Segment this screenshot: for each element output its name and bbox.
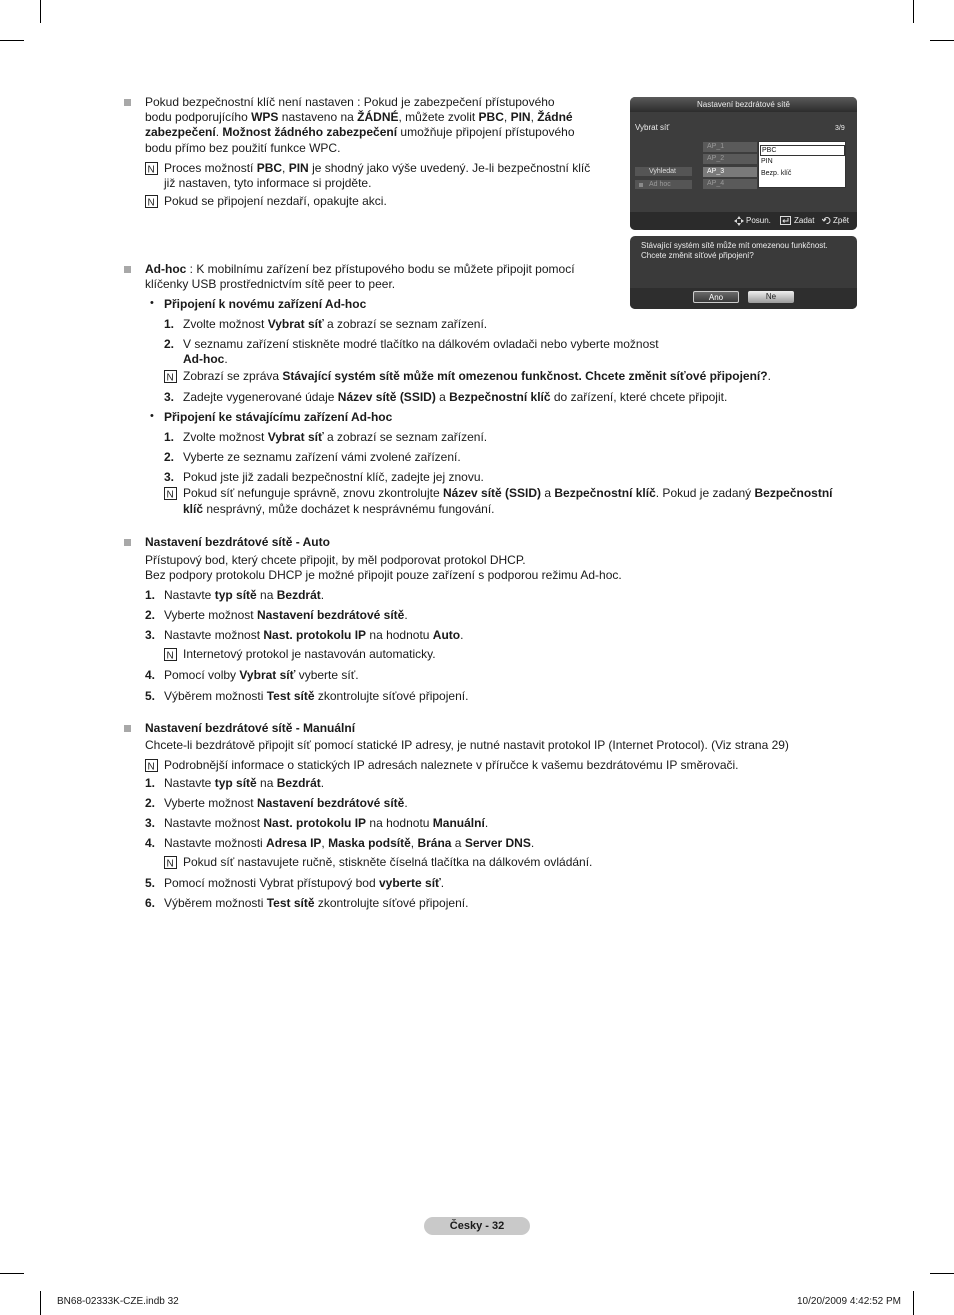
step-number: 3. xyxy=(145,816,156,830)
bullet: • xyxy=(150,297,154,309)
crop-mark xyxy=(0,40,24,41)
security-popup xyxy=(758,141,846,188)
step-text: Nastavte typ sítě na Bezdrát. xyxy=(164,588,325,602)
svg-text:N: N xyxy=(147,761,155,772)
note-text: již nastaven, tyto informace si projděte. xyxy=(164,176,372,190)
step-text: Nastavte možnosti Adresa IP, Maska podsítě, Brána a Server DNS. xyxy=(164,836,535,850)
step-text: Nastavte možnost Nast. protokolu IP na hodnotu Manuální. xyxy=(164,816,489,830)
step-text: Výběrem možnosti Test sítě zkontrolujte síťové připojení. xyxy=(164,896,469,910)
svg-text:N: N xyxy=(166,650,174,661)
tv-confirm-dialog xyxy=(630,236,857,309)
adhoc-button[interactable]: Ad hoc xyxy=(635,180,692,189)
note-icon xyxy=(145,162,158,175)
note-text: Proces možností PBC, PIN je shodný jako výše uvedený. Je-li bezpečnostní klíč xyxy=(164,161,591,175)
paragraph-line: bodu podporujícího WPS nastaveno na ŽÁDNÉ, můžete zvolit PBC, PIN, Žádné xyxy=(145,110,573,124)
move-icon xyxy=(734,216,744,226)
note-text: Podrobnější informace o statických IP adresách naleznete v příručce k vašemu bezdrátovému IP směrovači. xyxy=(164,758,739,772)
paragraph-line: zabezpečení. Možnost žádného zabezpečení umožňuje připojení přístupového xyxy=(145,125,575,139)
dialog-message: Stávající systém sítě může mít omezenou funkčnost. Chcete změnit síťové připojení? xyxy=(641,241,828,260)
paragraph-line: Bez podpory protokolu DHCP je možné připojit pouze zařízení s podporou režimu Ad-hoc. xyxy=(145,568,622,582)
step-number: 3. xyxy=(145,628,156,642)
step-text: Vyberte možnost Nastavení bezdrátové sítě. xyxy=(164,608,408,622)
step-number: 2. xyxy=(164,337,175,351)
ap-item[interactable]: AP_1 xyxy=(703,142,757,152)
ap-item[interactable]: AP_4 xyxy=(703,179,757,189)
svg-text:N: N xyxy=(166,858,174,869)
note-icon xyxy=(145,195,158,208)
step-text: Zadejte vygenerované údaje Název sítě (SSID) a Bezpečnostní klíč do zařízení, které chcete připojit. xyxy=(183,390,728,404)
step-text: Ad-hoc. xyxy=(183,352,228,366)
note-text: Pokud síť nastavujete ručně, stiskněte číselná tlačítka na dálkovém ovládání. xyxy=(183,855,593,869)
step-number: 2. xyxy=(164,450,175,464)
screen-footer xyxy=(630,212,857,230)
paragraph-line: Pokud bezpečnostní klíč není nastaven : Pokud je zabezpečení přístupového xyxy=(145,95,555,109)
step-text: Pomocí možnosti Vybrat přístupový bod vyberte síť. xyxy=(164,876,445,890)
svg-text:N: N xyxy=(147,164,155,175)
no-button[interactable]: Ne xyxy=(748,291,794,303)
crop-mark xyxy=(0,1273,24,1274)
step-text: Nastavte možnost Nast. protokolu IP na hodnotu Auto. xyxy=(164,628,464,642)
note-icon xyxy=(164,370,177,383)
crop-mark xyxy=(40,0,41,23)
paragraph-line: Ad-hoc : K mobilnímu zařízení bez přístupového bodu se můžete připojit pomocí xyxy=(145,262,575,276)
footer-back: Zpět xyxy=(833,216,850,225)
paragraph-line: klíčenky USB prostřednictvím sítě peer to peer. xyxy=(145,277,396,291)
step-text: Zvolte možnost Vybrat síť a zobrazí se seznam zařízení. xyxy=(183,430,488,444)
note-text: Zobrazí se zpráva Stávající systém sítě může mít omezenou funkčnost. Chcete změnit síťové připojení?. xyxy=(183,369,771,383)
note-icon xyxy=(164,487,177,500)
print-slug-left: BN68-02333K-CZE.indb 32 xyxy=(57,1296,179,1307)
step-number: 4. xyxy=(145,668,156,682)
step-number: 5. xyxy=(145,689,156,703)
section-heading: Nastavení bezdrátové sítě - Auto xyxy=(145,535,330,549)
page-number-badge: Česky - 32 xyxy=(424,1217,530,1235)
footer-enter: Zadat xyxy=(794,216,815,225)
step-number: 1. xyxy=(145,776,156,790)
step-text: Nastavte typ sítě na Bezdrát. xyxy=(164,776,325,790)
step-text: Zvolte možnost Vybrat síť a zobrazí se seznam zařízení. xyxy=(183,317,488,331)
footer-move: Posun. xyxy=(746,216,771,225)
bullet: • xyxy=(150,410,154,422)
note-icon xyxy=(164,648,177,661)
svg-text:N: N xyxy=(166,489,174,500)
note-text: klíč nesprávný, může docházet k nesprávnému fungování. xyxy=(183,502,495,516)
step-number: 3. xyxy=(164,390,175,404)
paragraph-line: Chcete-li bezdrátově připojit síť pomocí statické IP adresy, je nutné nastavit protokol IP (Internet Protocol). (Viz strana 29) xyxy=(145,738,789,752)
popup-item-key[interactable]: Bezp. klíč xyxy=(761,170,792,177)
note-icon xyxy=(164,856,177,869)
step-number: 6. xyxy=(145,896,156,910)
step-text: V seznamu zařízení stiskněte modré tlačítko na dálkovém ovladači nebo vyberte možnost xyxy=(183,337,659,351)
adhoc-square-icon xyxy=(639,183,643,187)
ap-item[interactable]: AP_2 xyxy=(703,154,757,164)
note-text: Internetový protokol je nastavován automaticky. xyxy=(183,647,436,661)
section-square-icon xyxy=(124,539,131,546)
print-slug-right: 10/20/2009 4:42:52 PM xyxy=(797,1296,901,1307)
svg-text:N: N xyxy=(166,372,174,383)
select-network-label: Vybrat síť xyxy=(635,123,670,132)
step-number: 4. xyxy=(145,836,156,850)
paragraph-line: Přístupový bod, který chcete připojit, by měl podporovat protokol DHCP. xyxy=(145,553,526,567)
step-number: 1. xyxy=(164,430,175,444)
crop-mark xyxy=(913,0,914,23)
step-text: Vyberte možnost Nastavení bezdrátové sítě. xyxy=(164,796,408,810)
dialog-button-bar xyxy=(630,288,857,309)
crop-mark xyxy=(930,40,954,41)
paragraph-line: bodu přímo bez použití funkce WPC. xyxy=(145,141,341,155)
step-text: Pomocí volby Vybrat síť vyberte síť. xyxy=(164,668,359,682)
section-square-icon xyxy=(124,266,131,273)
svg-text:N: N xyxy=(147,197,155,208)
crop-mark xyxy=(913,1291,914,1315)
step-text: Výběrem možnosti Test sítě zkontrolujte síťové připojení. xyxy=(164,689,469,703)
note-text: Pokud síť nefunguje správně, znovu zkontrolujte Název sítě (SSID) a Bezpečnostní klíč. Pokud je zadaný Bezpečnostní xyxy=(183,486,833,500)
back-icon xyxy=(822,216,831,225)
step-number: 3. xyxy=(164,470,175,484)
step-number: 2. xyxy=(145,608,156,622)
crop-mark xyxy=(930,1273,954,1274)
crop-mark xyxy=(40,1291,41,1315)
section-square-icon xyxy=(124,725,131,732)
section-heading: Nastavení bezdrátové sítě - Manuální xyxy=(145,721,356,735)
yes-button[interactable]: Ano xyxy=(693,291,739,303)
step-number: 1. xyxy=(164,317,175,331)
step-number: 5. xyxy=(145,876,156,890)
enter-icon xyxy=(780,216,791,225)
step-text: Vyberte ze seznamu zařízení vámi zvolené zařízení. xyxy=(183,450,461,464)
popup-item-pin[interactable]: PIN xyxy=(761,158,773,165)
tv-wireless-settings-screen xyxy=(630,97,857,230)
page-indicator: 3/9 xyxy=(835,125,845,132)
subheading: Připojení ke stávajícímu zařízení Ad-hoc xyxy=(164,410,393,424)
step-text: Pokud jste již zadali bezpečnostní klíč, zadejte jej znovu. xyxy=(183,470,484,484)
step-number: 2. xyxy=(145,796,156,810)
step-number: 1. xyxy=(145,588,156,602)
note-text: Pokud se připojení nezdaří, opakujte akci. xyxy=(164,194,387,208)
section-square-icon xyxy=(124,99,131,106)
popup-item-pbc[interactable]: PBC xyxy=(760,145,845,156)
subheading: Připojení k novému zařízení Ad-hoc xyxy=(164,297,367,311)
search-button[interactable]: Vyhledat xyxy=(635,167,692,176)
ap-item-selected[interactable]: AP_3 xyxy=(703,167,757,177)
screen-title: Nastavení bezdrátové sítě xyxy=(630,97,857,112)
note-icon xyxy=(145,759,158,772)
